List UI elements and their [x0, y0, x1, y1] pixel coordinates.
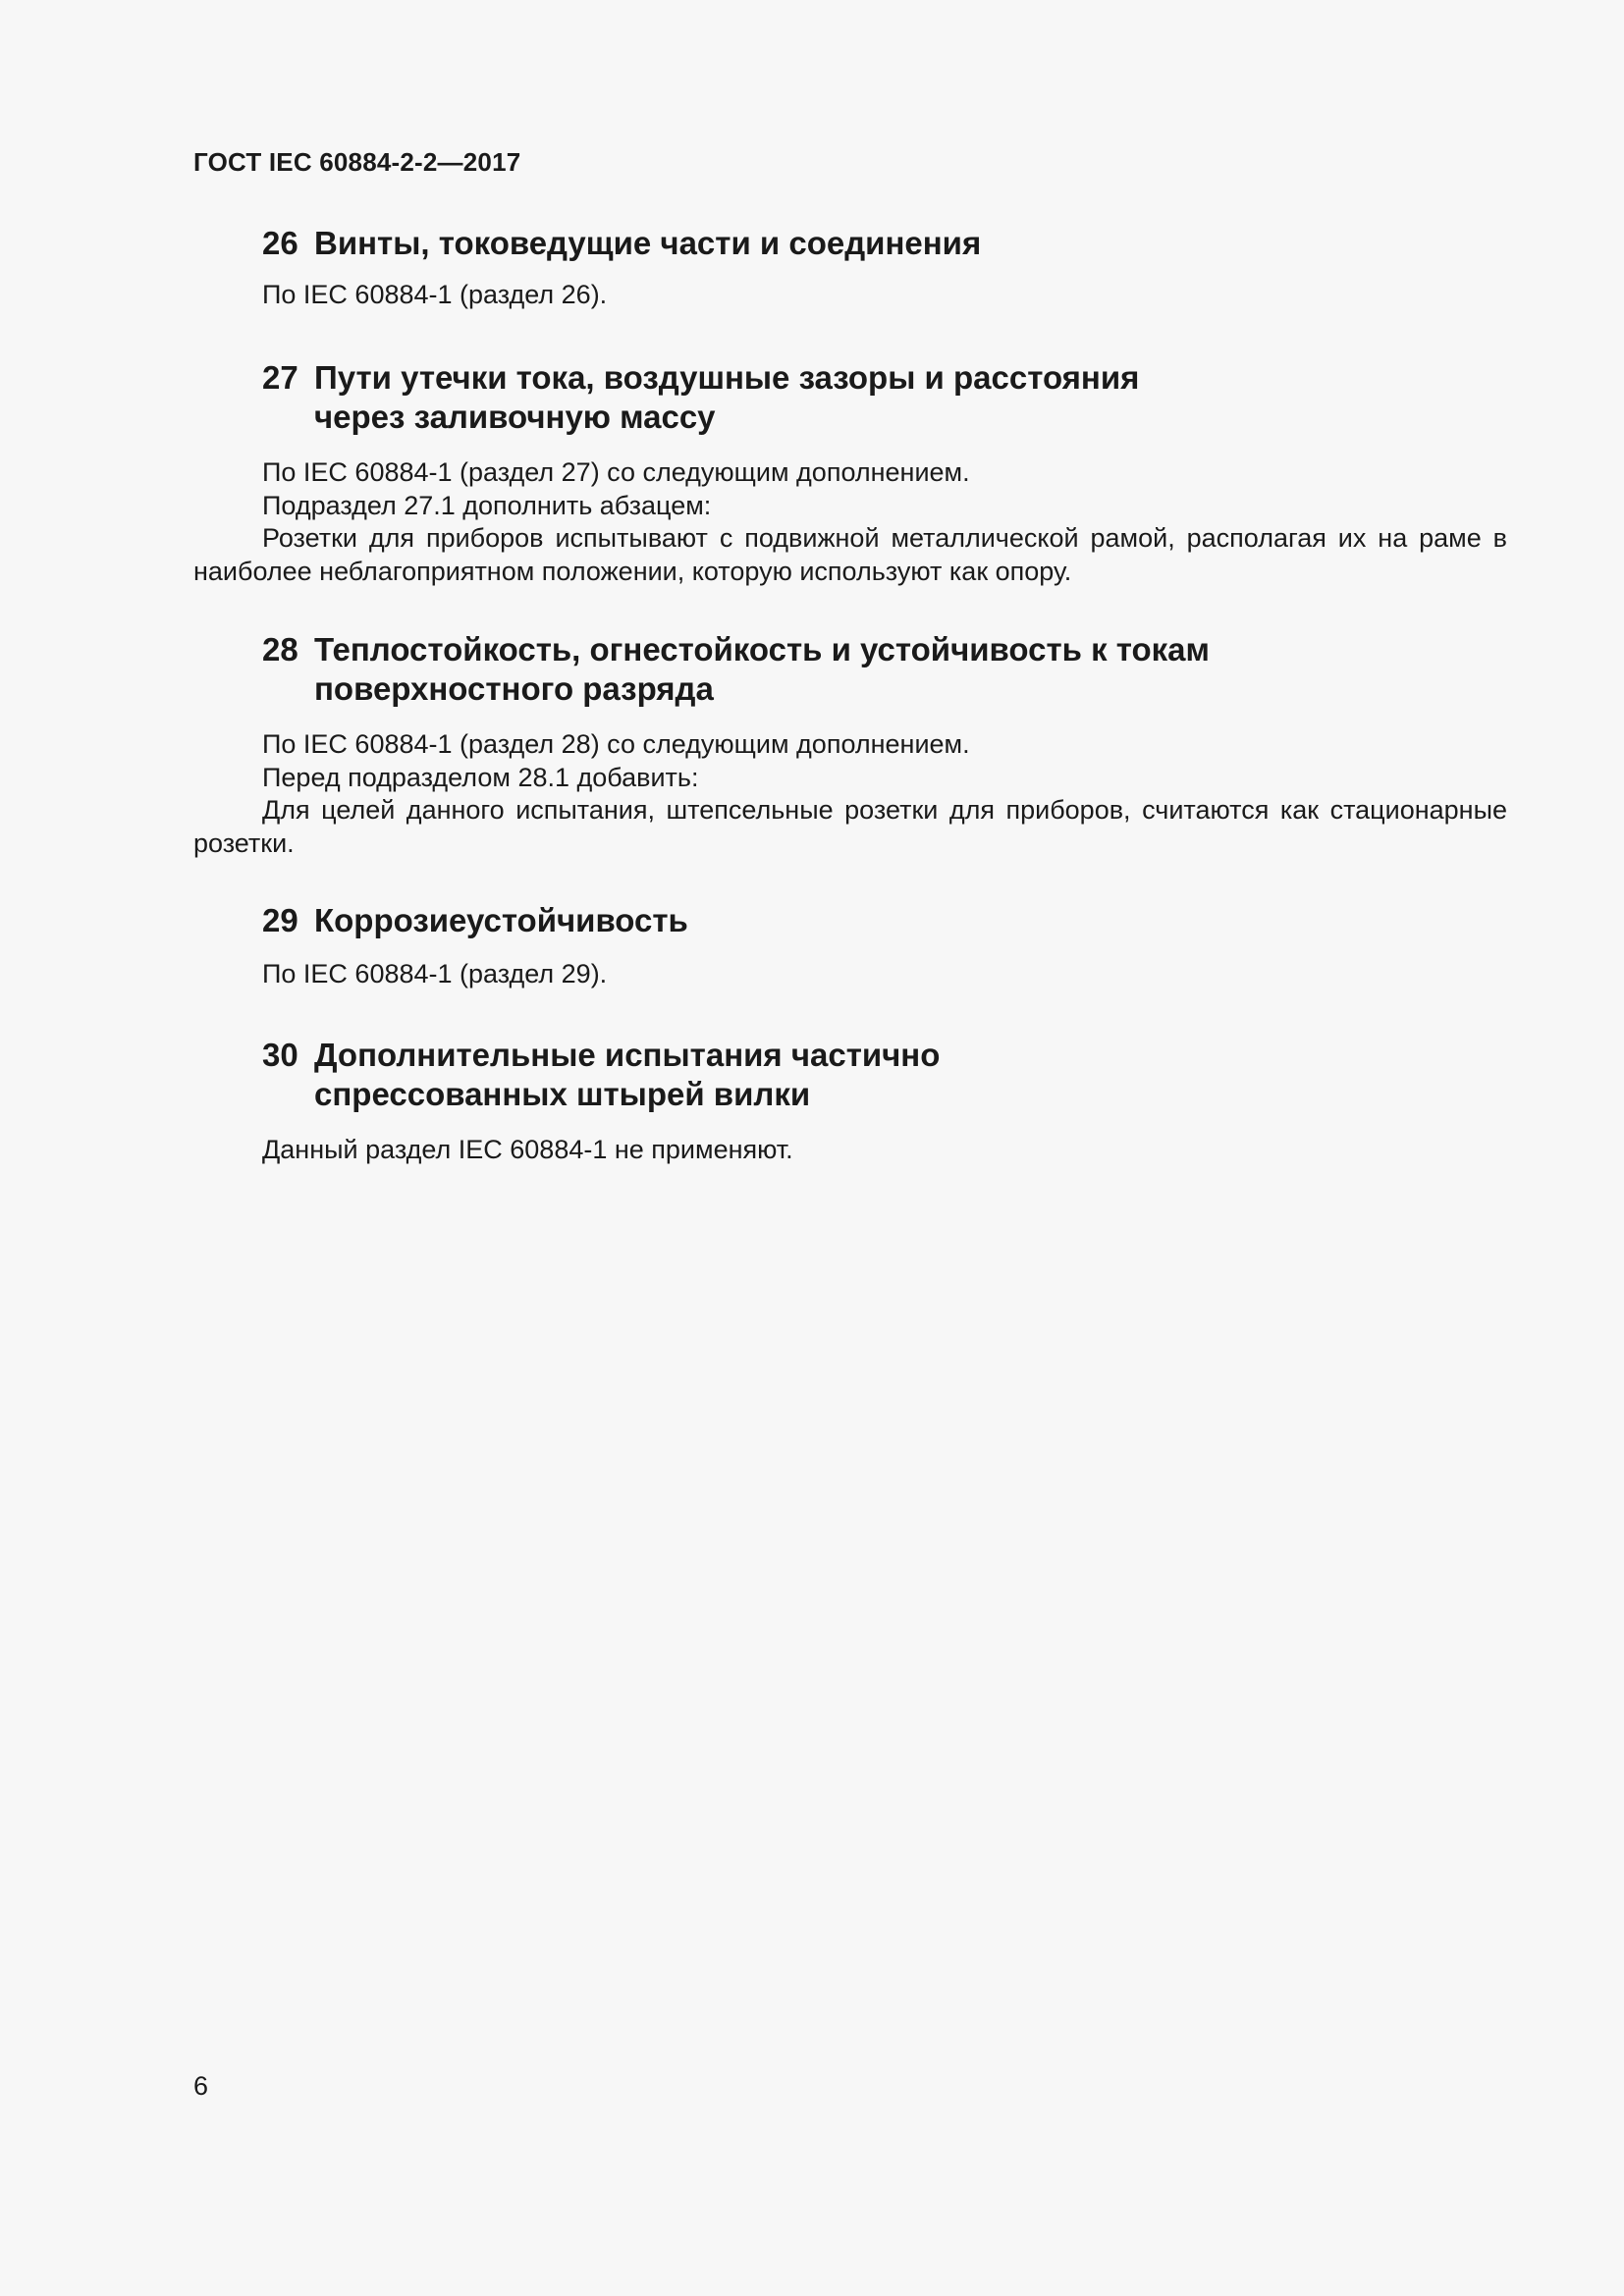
- document-code-header: ГОСТ IEC 60884-2-2—2017: [193, 147, 521, 177]
- section-body: [193, 958, 1507, 991]
- paragraph: Розетки для приборов испытывают с подвижной металлической рамой, располагая их на раме в наиболее неблагоприятном положении, которую используют как опору.: [193, 523, 1507, 586]
- page-number: 6: [193, 2071, 209, 2101]
- section-27: [193, 358, 1507, 588]
- paragraph: Данный раздел IEC 60884-1 не применяют.: [262, 1135, 793, 1164]
- section-title: Теплостойкость, огнестойкость и устойчивость к токам поверхностного разряда: [314, 631, 1210, 707]
- section-heading: [193, 630, 1507, 709]
- section-number: 27: [262, 359, 298, 396]
- section-29: [193, 901, 1507, 991]
- paragraph: По IEC 60884-1 (раздел 29).: [262, 959, 608, 988]
- section-title: Дополнительные испытания частично спрессованных штырей вилки: [314, 1037, 941, 1112]
- section-title: Коррозиеустойчивость: [314, 902, 688, 938]
- section-26: [193, 224, 1507, 312]
- section-title: Пути утечки тока, воздушные зазоры и расстояния через заливочную массу: [314, 359, 1140, 435]
- section-title: Винты, токоведущие части и соединения: [314, 225, 982, 261]
- section-28: [193, 630, 1507, 860]
- section-heading: [193, 358, 1507, 437]
- section-number: 29: [262, 902, 298, 938]
- paragraph: Перед подразделом 28.1 добавить:: [262, 762, 699, 792]
- section-heading: [193, 901, 1507, 940]
- paragraph: Для целей данного испытания, штепсельные розетки для приборов, считаются как стационарные розетки.: [193, 795, 1507, 858]
- section-number: 30: [262, 1037, 298, 1073]
- section-heading: [193, 1036, 1507, 1114]
- section-body: [193, 728, 1507, 860]
- section-heading: [193, 224, 1507, 263]
- paragraph: Подраздел 27.1 дополнить абзацем:: [262, 490, 712, 520]
- section-body: [193, 456, 1507, 588]
- paragraph: По IEC 60884-1 (раздел 27) со следующим дополнением.: [262, 457, 970, 487]
- section-number: 26: [262, 225, 298, 261]
- section-30: [193, 1036, 1507, 1167]
- paragraph: По IEC 60884-1 (раздел 26).: [262, 280, 608, 309]
- section-number: 28: [262, 631, 298, 667]
- section-body: [193, 279, 1507, 312]
- paragraph: По IEC 60884-1 (раздел 28) со следующим дополнением.: [262, 729, 970, 759]
- section-body: [193, 1134, 1507, 1167]
